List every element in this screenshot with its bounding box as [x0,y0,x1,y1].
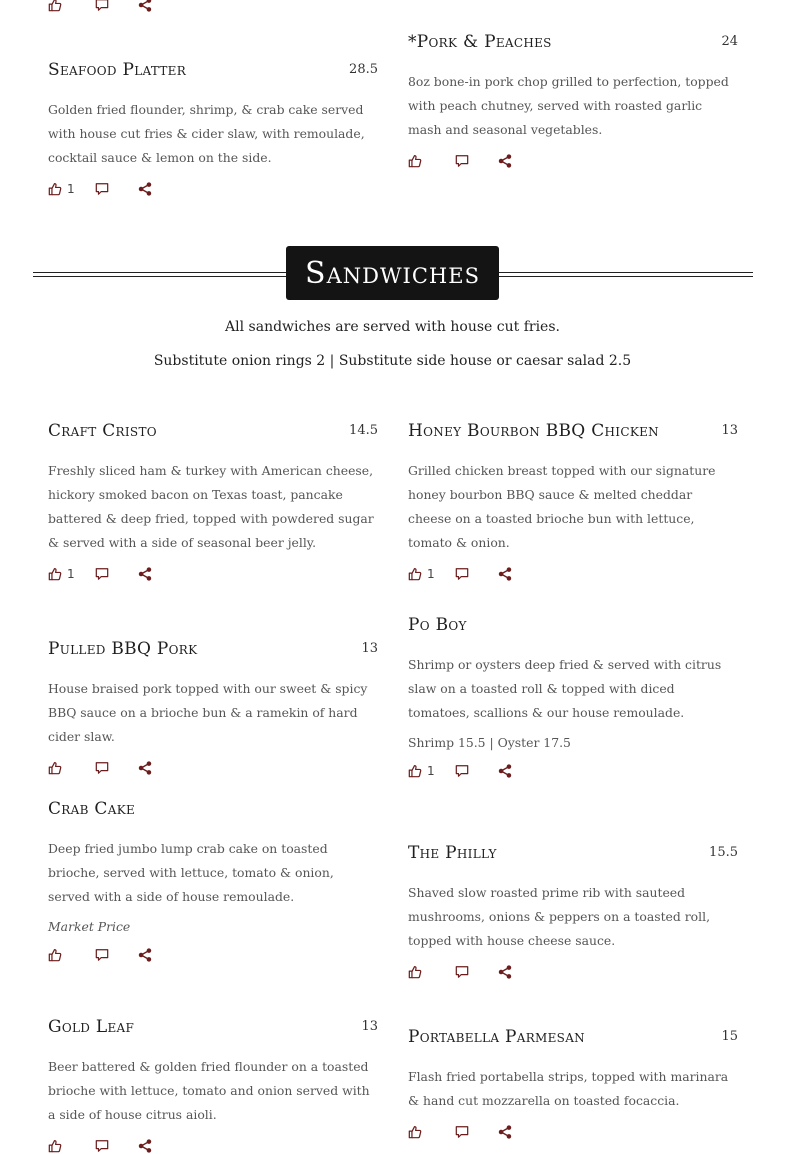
comment-icon [455,567,469,581]
like-button[interactable] [48,1138,62,1154]
menu-item [408,420,738,582]
share-icon [498,154,512,168]
item-actions [48,947,378,963]
share-button[interactable] [138,0,152,13]
item-name: Po Boy [408,615,467,635]
thumbs-up-icon [408,154,422,168]
menu-item [48,59,378,197]
comment-icon [455,154,469,168]
like-button[interactable] [48,181,75,197]
menu-item [408,31,738,169]
item-price: 13 [721,423,738,438]
menu-item [48,638,378,776]
item-price: 13 [361,1019,378,1034]
item-description: Deep fried jumbo lump crab cake on toasted brioche, served with lettuce, tomato & onion, served with a side of house remoulade. [48,841,334,904]
comment-icon [455,1125,469,1139]
share-button[interactable] [138,760,152,776]
item-name: Crab Cake [48,799,136,819]
item-description: Golden fried flounder, shrimp, & crab cake served with house cut fries & cider slaw, with remoulade, cocktail sauce & lemon on the side. [48,102,365,165]
like-count: 1 [427,764,435,778]
item-actions [48,1138,378,1154]
comment-button[interactable] [95,947,109,963]
item-price-options: Shrimp 15.5 | Oyster 17.5 [408,735,571,750]
item-price: 24 [721,34,738,49]
share-button[interactable] [498,763,512,779]
section-note: All sandwiches are served with house cut fries. [225,319,560,335]
like-button[interactable] [408,964,422,980]
item-actions [408,964,738,980]
item-actions [408,153,738,169]
like-count: 1 [67,567,75,581]
comment-button[interactable] [455,763,469,779]
like-button[interactable] [408,763,435,779]
thumbs-up-icon [48,1139,62,1153]
item-name: Honey Bourbon BBQ Chicken [408,421,659,441]
top-partial-actions [48,0,248,13]
like-count: 1 [67,182,75,196]
thumbs-up-icon [48,567,62,581]
item-description: Shaved slow roasted prime rib with sauteed mushrooms, onions & peppers on a toasted roll, topped with house cheese sauce. [408,885,711,948]
like-button[interactable] [48,566,75,582]
like-button[interactable] [48,0,62,13]
item-actions [408,566,738,582]
item-description: House braised pork topped with our sweet & spicy BBQ sauce on a brioche bun & a ramekin of hard cider slaw. [48,681,368,744]
thumbs-up-icon [48,0,62,12]
comment-icon [95,182,109,196]
item-name: Pulled BBQ Pork [48,639,198,659]
comment-button[interactable] [95,1138,109,1154]
comment-button[interactable] [95,566,109,582]
share-icon [498,1125,512,1139]
share-button[interactable] [498,1124,512,1140]
share-button[interactable] [138,181,152,197]
item-name: *Pork & Peaches [408,32,552,52]
menu-item [408,1026,738,1140]
menu-item [408,842,738,980]
like-button[interactable] [408,566,435,582]
item-name: The Philly [408,843,497,863]
item-description: 8oz bone-in pork chop grilled to perfection, topped with peach chutney, served with roasted garlic mash and seasonal vegetables. [408,74,729,137]
share-button[interactable] [498,566,512,582]
like-count: 1 [427,567,435,581]
like-button[interactable] [408,1124,422,1140]
share-button[interactable] [138,566,152,582]
comment-button[interactable] [455,566,469,582]
share-icon [498,764,512,778]
item-price: 15.5 [709,845,738,860]
share-icon [498,567,512,581]
share-icon [138,0,152,12]
market-price: Market Price [48,919,131,934]
comment-button[interactable] [455,964,469,980]
comment-button[interactable] [455,153,469,169]
comment-button[interactable] [95,0,109,13]
item-price: 14.5 [349,423,378,438]
menu-item [48,420,378,582]
share-button[interactable] [498,964,512,980]
thumbs-up-icon [48,761,62,775]
item-name: Craft Cristo [48,421,157,441]
comment-icon [95,1139,109,1153]
item-name: Seafood Platter [48,60,187,80]
item-actions [48,566,378,582]
item-description: Freshly sliced ham & turkey with American cheese, hickory smoked bacon on Texas toast, pancake battered & deep fried, topped with powdered sugar & served with a side of seasonal beer jelly. [48,463,374,550]
comment-button[interactable] [95,760,109,776]
item-description: Shrimp or oysters deep fried & served with citrus slaw on a toasted roll & topped with diced tomatoes, scallions & our house remoulade. [408,657,722,720]
item-actions [408,763,738,779]
thumbs-up-icon [408,567,422,581]
share-icon [498,965,512,979]
thumbs-up-icon [48,948,62,962]
item-name: Portabella Parmesan [408,1027,585,1047]
menu-item [408,614,738,779]
menu-item [48,798,378,963]
item-description: Flash fried portabella strips, topped with marinara & hand cut mozzarella on toasted focaccia. [408,1069,729,1108]
menu-item [48,1016,378,1154]
share-icon [138,761,152,775]
like-button[interactable] [408,153,422,169]
share-button[interactable] [138,947,152,963]
thumbs-up-icon [408,764,422,778]
item-actions [408,1124,738,1140]
share-icon [138,948,152,962]
share-button[interactable] [138,1138,152,1154]
item-description: Beer battered & golden fried flounder on a toasted brioche with lettuce, tomato and onion served with a side of house citrus aioli. [48,1059,370,1122]
share-icon [138,567,152,581]
share-icon [138,182,152,196]
comment-button[interactable] [455,1124,469,1140]
item-actions [48,760,378,776]
comment-icon [95,761,109,775]
comment-icon [95,948,109,962]
comment-icon [455,965,469,979]
like-button[interactable] [48,760,62,776]
comment-icon [455,764,469,778]
section-note: Substitute onion rings 2 | Substitute side house or caesar salad 2.5 [153,353,632,369]
thumbs-up-icon [48,182,62,196]
item-price: 28.5 [349,62,378,77]
share-button[interactable] [498,153,512,169]
thumbs-up-icon [408,965,422,979]
item-name: Gold Leaf [48,1017,135,1037]
like-button[interactable] [48,947,62,963]
share-icon [138,1139,152,1153]
thumbs-up-icon [408,1125,422,1139]
comment-icon [95,0,109,12]
comment-button[interactable] [95,181,109,197]
item-price: 15 [721,1029,738,1044]
comment-icon [95,567,109,581]
section-title: Sandwiches [286,246,499,300]
item-description: Grilled chicken breast topped with our signature honey bourbon BBQ sauce & melted cheddar cheese on a toasted brioche bun with lettuce, tomato & onion. [408,463,716,550]
item-price: 13 [361,641,378,656]
item-actions [48,181,378,197]
